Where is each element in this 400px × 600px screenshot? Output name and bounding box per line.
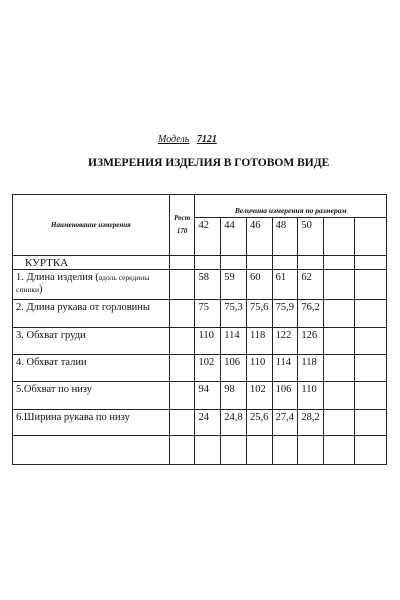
row-label-end: ) bbox=[39, 283, 43, 295]
value-cell: 62 bbox=[298, 270, 324, 300]
empty-cell bbox=[272, 256, 298, 270]
empty-cell bbox=[195, 256, 221, 270]
row-label-note: вдоль середины спинки bbox=[16, 273, 150, 294]
value-cell: 75,3 bbox=[221, 300, 247, 328]
empty-cell bbox=[221, 436, 247, 465]
empty-cell bbox=[324, 355, 355, 382]
empty-cell bbox=[324, 300, 355, 328]
row-label: 4. Обхват талии bbox=[13, 355, 170, 382]
value-cell: 27,4 bbox=[272, 410, 298, 436]
value-cell: 102 bbox=[246, 382, 272, 410]
empty-cell bbox=[355, 355, 387, 382]
measurements-table bbox=[12, 194, 387, 465]
value-cell: 106 bbox=[272, 382, 298, 410]
empty-cell bbox=[324, 218, 355, 256]
value-cell: 118 bbox=[298, 355, 324, 382]
section-row bbox=[13, 256, 387, 270]
value-cell: 28,2 bbox=[298, 410, 324, 436]
empty-cell bbox=[246, 436, 272, 465]
empty-cell bbox=[169, 300, 195, 328]
value-cell: 126 bbox=[298, 328, 324, 355]
empty-cell bbox=[324, 328, 355, 355]
value-cell: 122 bbox=[272, 328, 298, 355]
empty-cell bbox=[169, 382, 195, 410]
value-cell: 75 bbox=[195, 300, 221, 328]
empty-cell bbox=[355, 300, 387, 328]
document-title: ИЗМЕРЕНИЯ ИЗДЕЛИЯ В ГОТОВОМ ВИДЕ bbox=[88, 157, 330, 169]
table-row bbox=[13, 410, 387, 436]
rost-header bbox=[169, 195, 195, 256]
empty-cell bbox=[169, 270, 195, 300]
value-cell: 110 bbox=[195, 328, 221, 355]
name-header: Наименование измерения bbox=[13, 195, 170, 256]
table-row bbox=[13, 328, 387, 355]
empty-cell bbox=[324, 410, 355, 436]
empty-row bbox=[13, 436, 387, 465]
empty-cell bbox=[169, 410, 195, 436]
value-cell: 114 bbox=[221, 328, 247, 355]
section-label: КУРТКА bbox=[13, 256, 170, 270]
empty-cell bbox=[324, 436, 355, 465]
empty-cell bbox=[355, 436, 387, 465]
value-cell: 94 bbox=[195, 382, 221, 410]
size-cell: 44 bbox=[221, 218, 247, 256]
empty-cell bbox=[355, 218, 387, 256]
size-cell: 50 bbox=[298, 218, 324, 256]
values-header: Величина измерения по размерам bbox=[195, 195, 387, 218]
rost-value: 170 bbox=[176, 227, 188, 235]
value-cell: 98 bbox=[221, 382, 247, 410]
empty-cell bbox=[272, 436, 298, 465]
empty-cell bbox=[195, 436, 221, 465]
empty-cell bbox=[355, 410, 387, 436]
empty-cell bbox=[355, 270, 387, 300]
row-label: 6.Ширина рукава по низу bbox=[13, 410, 170, 436]
empty-cell bbox=[355, 328, 387, 355]
table-row bbox=[13, 382, 387, 410]
value-cell: 24 bbox=[195, 410, 221, 436]
empty-cell bbox=[298, 436, 324, 465]
empty-cell bbox=[324, 382, 355, 410]
table-row bbox=[13, 355, 387, 382]
row-label-text: 1. Длина изделия ( bbox=[16, 272, 99, 283]
value-cell: 58 bbox=[195, 270, 221, 300]
value-cell: 60 bbox=[246, 270, 272, 300]
table-row bbox=[13, 270, 387, 300]
value-cell: 76,2 bbox=[298, 300, 324, 328]
rost-label: Рост bbox=[174, 213, 191, 222]
row-label: 2. Длина рукава от горловины bbox=[13, 300, 170, 328]
value-cell: 24,8 bbox=[221, 410, 247, 436]
size-cell: 46 bbox=[246, 218, 272, 256]
value-cell: 59 bbox=[221, 270, 247, 300]
empty-cell bbox=[169, 436, 195, 465]
value-cell: 110 bbox=[298, 382, 324, 410]
model-number: 7121 bbox=[196, 134, 217, 145]
value-cell: 25,6 bbox=[246, 410, 272, 436]
empty-cell bbox=[169, 328, 195, 355]
table-row bbox=[13, 300, 387, 328]
empty-cell bbox=[298, 256, 324, 270]
value-cell: 75,6 bbox=[246, 300, 272, 328]
empty-cell bbox=[13, 436, 170, 465]
size-cell: 42 bbox=[195, 218, 221, 256]
empty-cell bbox=[246, 256, 272, 270]
value-cell: 102 bbox=[195, 355, 221, 382]
model-line bbox=[158, 134, 217, 145]
empty-cell bbox=[355, 382, 387, 410]
empty-cell bbox=[221, 256, 247, 270]
row-label bbox=[13, 270, 170, 300]
value-cell: 114 bbox=[272, 355, 298, 382]
value-cell: 106 bbox=[221, 355, 247, 382]
empty-cell bbox=[169, 355, 195, 382]
value-cell: 75,9 bbox=[272, 300, 298, 328]
empty-cell bbox=[324, 256, 355, 270]
value-cell: 61 bbox=[272, 270, 298, 300]
value-cell: 118 bbox=[246, 328, 272, 355]
empty-cell bbox=[324, 270, 355, 300]
value-cell: 110 bbox=[246, 355, 272, 382]
empty-cell bbox=[169, 256, 195, 270]
size-cell: 48 bbox=[272, 218, 298, 256]
empty-cell bbox=[355, 256, 387, 270]
row-label: 3. Обхват груди bbox=[13, 328, 170, 355]
model-label: Модель bbox=[158, 134, 190, 145]
table-header-row bbox=[13, 195, 387, 218]
row-label: 5.Обхват по низу bbox=[13, 382, 170, 410]
